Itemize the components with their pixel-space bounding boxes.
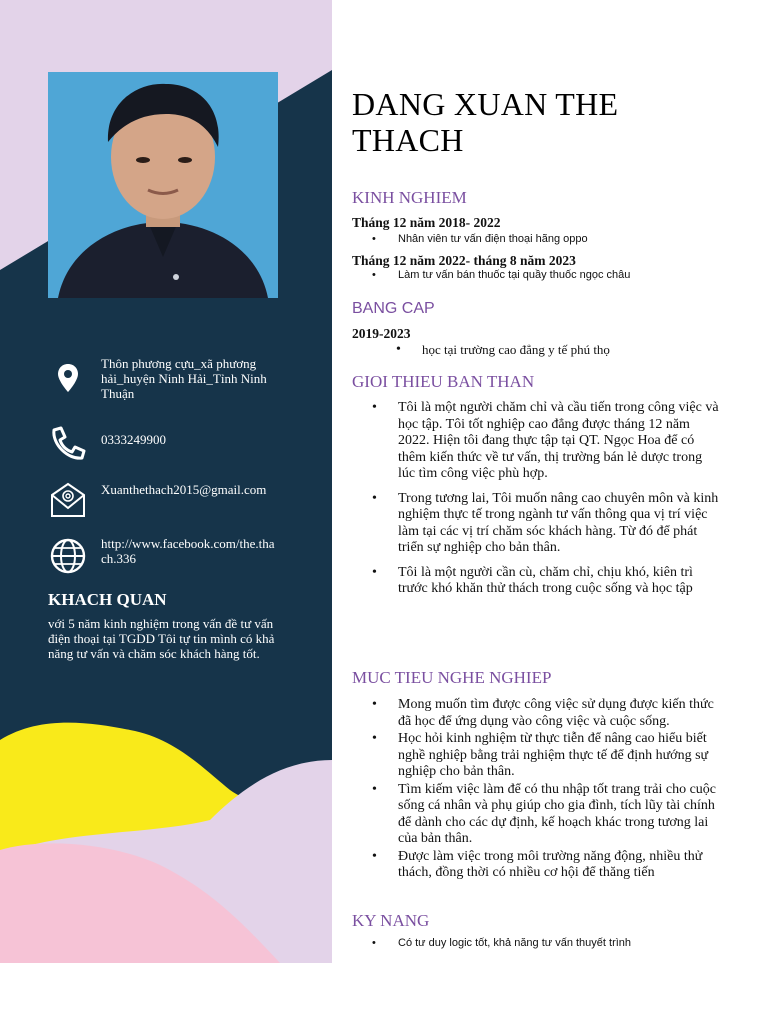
skill-item: • Có tư duy logic tốt, khả năng tư vấn thuyết trình [372, 937, 631, 949]
full-name: DANG XUAN THE THACH [352, 86, 619, 158]
email-text[interactable]: Xuanthethach2015@gmail.com [101, 482, 267, 497]
education-list [396, 342, 726, 359]
address-text: Thôn phương cựu_xã phương hải_huyện Ninh Hải_Tỉnh Ninh Thuận [101, 356, 267, 401]
experience-heading: KINH NGHIEM [352, 188, 467, 207]
list-item: • Tôi là một người chăm chỉ và cầu tiến trong công việc và học tập. Tôi tốt nghiệp cao đẳng được tháng 12 năm 2022. Hiện tôi đang thực tập tại QT. Ngọc Hoa để có thêm kiến thức về tư vấn, thị trường bán lẻ dược trong lúc tìm công việc phù hợp. [372, 400, 722, 483]
objective-heading: KHACH QUAN [48, 590, 167, 609]
job-date: Tháng 12 năm 2022- tháng 8 năm 2023 [352, 253, 576, 268]
globe-icon [48, 536, 88, 576]
education-period: 2019-2023 [352, 326, 411, 341]
objective-text: với 5 năm kinh nghiệm trong vấn đề tư vấn điện thoại tại TGDD Tôi tự tin mình có khả năng tư vấn và chăm sóc khách hàng tốt. [48, 616, 275, 661]
phone-icon [48, 424, 88, 464]
about-list [372, 400, 722, 598]
list-item: • Học hỏi kinh nghiệm từ thực tiễn để nâng cao hiểu biết nghề nghiệp bằng trải nghiệm thực tế để định hướng sự nghiệp cho bản thân. [372, 731, 722, 781]
job-description: • Làm tư vấn bán thuốc tại quầy thuốc ngọc châu [372, 269, 630, 281]
education-heading: BANG CAP [352, 300, 435, 317]
list-item: • Được làm việc trong môi trường năng động, nhiều thử thách, đồng thời có nhiều cơ hội để thăng tiến [372, 849, 722, 882]
job-description: • Nhân viên tư vấn điện thoại hãng oppo [372, 233, 588, 245]
website-text[interactable]: http://www.facebook.com/the.thach.336 [101, 536, 275, 566]
list-item: • học tại trường cao đẳng y tế phú thọ [396, 342, 726, 359]
name-block [352, 86, 727, 158]
email-envelope-icon [48, 480, 88, 520]
skills-heading: KY NANG [352, 911, 430, 930]
job-date: Tháng 12 năm 2018- 2022 [352, 215, 501, 230]
profile-photo [48, 72, 278, 298]
list-item: • Mong muốn tìm được công việc sử dụng được kiến thức đã học để ứng dụng vào công việc và cuộc sống. [372, 697, 722, 730]
list-item: • Tìm kiếm việc làm để có thu nhập tốt trang trải cho cuộc sống cá nhân và phụ giúp cho gia đình, tích lũy tài chính để dành cho các dự định, kế hoạch khác trong tương lai của bản thân. [372, 782, 722, 848]
goals-list [372, 697, 722, 882]
location-pin-icon [48, 356, 88, 396]
goals-heading: MUC TIEU NGHE NGHIEP [352, 668, 552, 687]
about-heading: GIOI THIEU BAN THAN [352, 372, 535, 391]
list-item: • Trong tương lai, Tôi muốn nâng cao chuyên môn và kinh nghiệm thực tế trong ngành tư vấn thông qua vị trí việc làm tại các vị trí chăm sóc khách hàng. Từ đó để phát triển sự nghiệp cho bản thân. [372, 491, 722, 557]
list-item: • Tôi là một người cần cù, chăm chỉ, chịu khó, kiên trì trước khó khăn thử thách trong cuộc sống và học tập [372, 565, 722, 598]
phone-text[interactable]: 0333249900 [101, 432, 166, 447]
